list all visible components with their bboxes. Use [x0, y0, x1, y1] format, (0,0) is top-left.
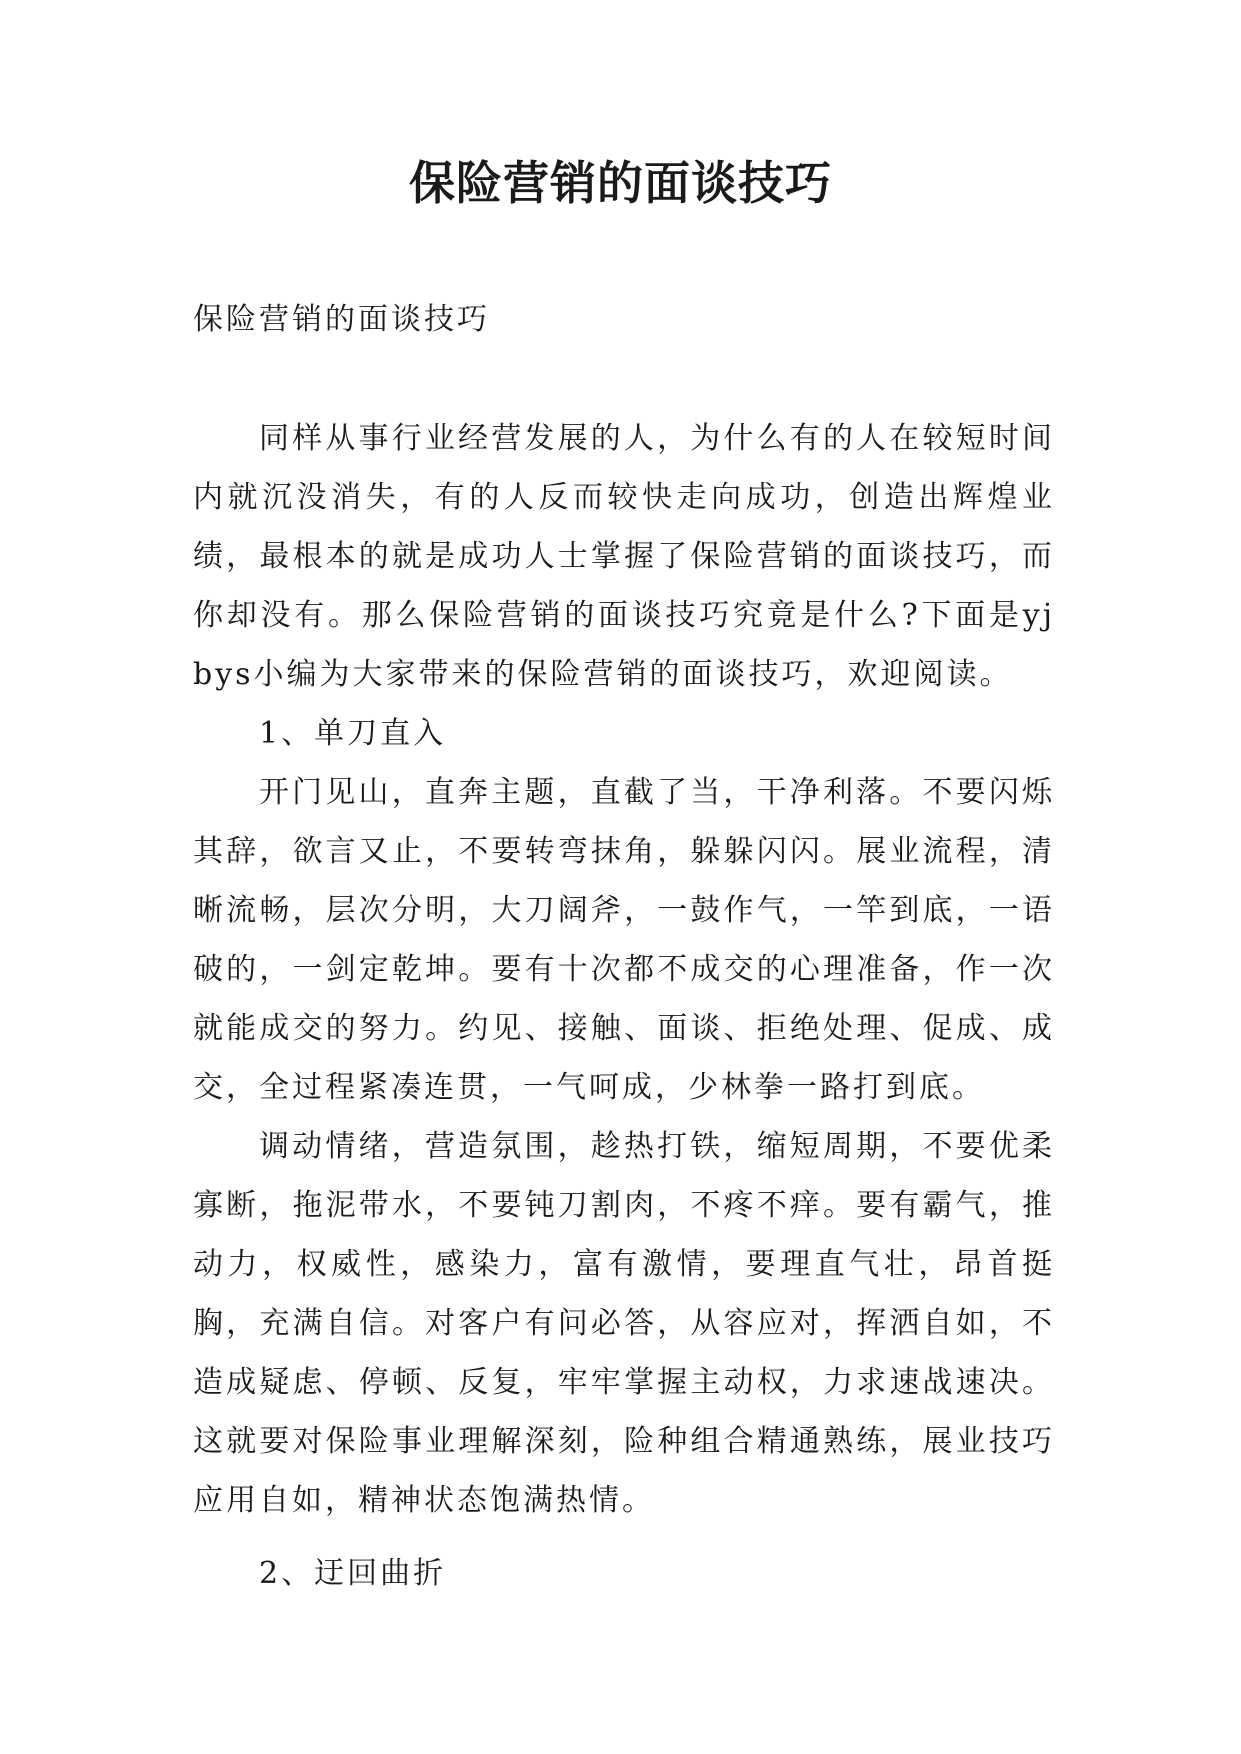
section-heading-2: 2、迂回曲折: [259, 1556, 447, 1591]
intro-paragraph: 同样从事行业经营发展的人，为什么有的人在较短时间内就沉没消失，有的人反而较快走向成功，创造出辉煌业绩，最根本的就是成功人士掌握了保险营销的面谈技巧，而你却没有。那么保险营销的面谈技巧究竟是什么?下面是yjbys小编为大家带来的保险营销的面谈技巧，欢迎阅读。: [193, 421, 1055, 692]
document-title: 保险营销的面谈技巧: [409, 156, 832, 210]
section-heading-1: 1、单刀直入: [259, 716, 447, 751]
body-paragraph-1: 开门见山，直奔主题，直截了当，干净利落。不要闪烁其辞，欲言又止，不要转弯抹角，躲躲闪闪。展业流程，清晰流畅，层次分明，大刀阔斧，一鼓作气，一竿到底，一语破的，一剑定乾坤。要有十次都不成交的心理准备，作一次就能成交的努力。约见、接触、面谈、拒绝处理、促成、成交，全过程紧凑连贯，一气呵成，少林拳一路打到底。: [193, 775, 1055, 1105]
body-paragraph-2: 调动情绪，营造氛围，趁热打铁，缩短周期，不要优柔寡断，拖泥带水，不要钝刀割肉，不疼不痒。要有霸气，推动力，权威性，感染力，富有激情，要理直气壮，昂首挺胸，充满自信。对客户有问必答，从容应对，挥洒自如，不造成疑虑、停顿、反复，牢牢掌握主动权，力求速战速决。这就要对保险事业理解深刻，险种组合精通熟练，展业技巧应用自如，精神状态饱满热情。: [193, 1129, 1055, 1518]
document-body: [193, 290, 1055, 1603]
document-subtitle: 保险营销的面谈技巧: [193, 302, 490, 337]
